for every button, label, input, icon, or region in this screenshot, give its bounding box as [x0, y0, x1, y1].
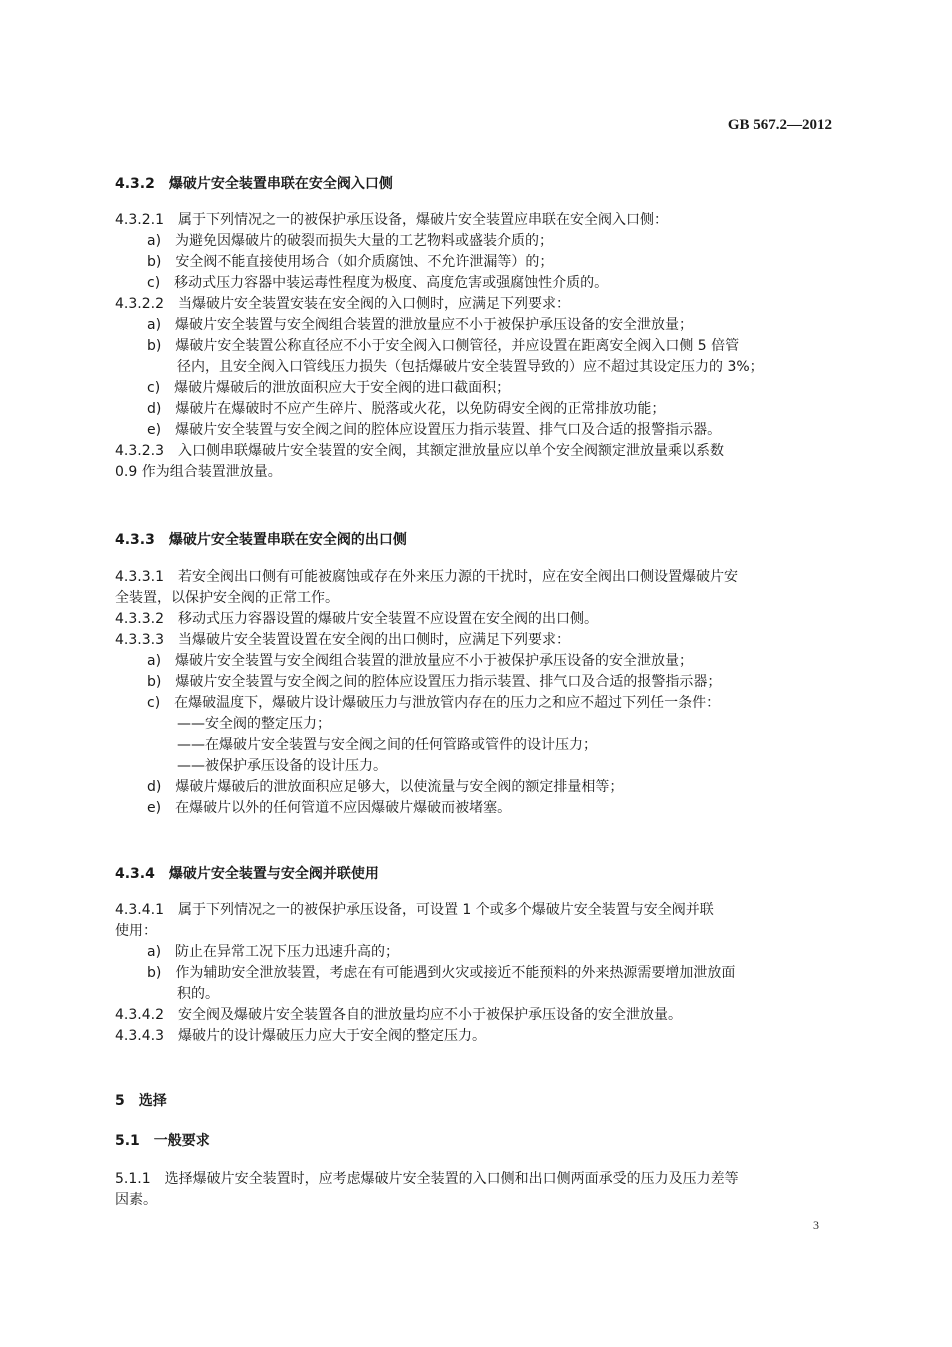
list-item: c) 在爆破温度下，爆破片设计爆破压力与泄放管内存在的压力之和应不超过下列任一条件： [147, 695, 721, 711]
page-number: 3 [813, 1218, 819, 1232]
clause: 4.3.3.3 当爆破片安全装置设置在安全阀的出口侧时，应满足下列要求： [115, 632, 570, 648]
clause: 4.3.2.1 属于下列情况之一的被保护承压设备，爆破片安全装置应串联在安全阀入口侧： [115, 212, 668, 228]
clause-continuation: 因素。 [115, 1192, 157, 1208]
clause: 4.3.4.3 爆破片的设计爆破压力应大于安全阀的整定压力。 [115, 1028, 486, 1044]
dash-item: ——被保护承压设备的设计压力。 [177, 758, 387, 774]
section-heading: 4.3.3 爆破片安全装置串联在安全阀的出口侧 [115, 532, 407, 548]
clause-continuation: 使用： [115, 923, 157, 939]
list-item-continuation: 径内，且安全阀入口管线压力损失（包括爆破片安全装置导致的）应不超过其设定压力的 3%； [177, 359, 764, 375]
list-item-continuation: 积的。 [177, 986, 219, 1002]
section-heading: 4.3.2 爆破片安全装置串联在安全阀入口侧 [115, 176, 393, 192]
clause: 4.3.2.2 当爆破片安全装置安装在安全阀的入口侧时，应满足下列要求： [115, 296, 570, 312]
list-item: b) 作为辅助安全泄放装置，考虑在有可能遇到火灾或接近不能预料的外来热源需要增加泄放面 [147, 965, 736, 981]
clause: 4.3.2.3 入口侧串联爆破片安全装置的安全阀，其额定泄放量应以单个安全阀额定泄放量乘以系数 [115, 443, 724, 459]
list-item: a) 爆破片安全装置与安全阀组合装置的泄放量应不小于被保护承压设备的安全泄放量； [147, 317, 694, 333]
list-item: d) 爆破片在爆破时不应产生碎片、脱落或火花，以免防碍安全阀的正常排放功能； [147, 401, 666, 417]
clause-continuation: 0.9 作为组合装置泄放量。 [115, 464, 282, 480]
clause: 4.3.4.2 安全阀及爆破片安全装置各自的泄放量均应不小于被保护承压设备的安全泄放量。 [115, 1007, 682, 1023]
list-item: b) 安全阀不能直接使用场合（如介质腐蚀、不允许泄漏等）的； [147, 254, 554, 270]
dash-item: ——安全阀的整定压力； [177, 716, 331, 732]
clause: 4.3.4.1 属于下列情况之一的被保护承压设备，可设置 1 个或多个爆破片安全装置与安全阀并联 [115, 902, 714, 918]
section-5-1-body [115, 1169, 835, 1211]
chapter-heading: 5 选择 [115, 1093, 167, 1109]
standard-number: GB 567.2—2012 [727, 117, 832, 133]
section-4-3-2-body [115, 210, 835, 483]
section-heading: 5.1 一般要求 [115, 1133, 210, 1149]
list-item: c) 移动式压力容器中装运毒性程度为极度、高度危害或强腐蚀性介质的。 [147, 275, 609, 291]
section-4-3-4-body [115, 900, 835, 1047]
list-item: a) 防止在异常工况下压力迅速升高的； [147, 944, 400, 960]
list-item: d) 爆破片爆破后的泄放面积应足够大，以使流量与安全阀的额定排量相等； [147, 779, 624, 795]
section-4-3-2 [115, 174, 835, 195]
clause: 4.3.3.1 若安全阀出口侧有可能被腐蚀或存在外来压力源的干扰时，应在安全阀出口侧设置爆破片安 [115, 569, 738, 585]
section-4-3-3 [115, 530, 835, 551]
list-item: b) 爆破片安全装置与安全阀之间的腔体应设置压力指示装置、排气口及合适的报警指示器； [147, 674, 722, 690]
section-4-3-3-body [115, 567, 835, 819]
dash-item: ——在爆破片安全装置与安全阀之间的任何管路或管件的设计压力； [177, 737, 597, 753]
clause: 4.3.3.2 移动式压力容器设置的爆破片安全装置不应设置在安全阀的出口侧。 [115, 611, 598, 627]
list-item: a) 为避免因爆破片的破裂而损失大量的工艺物料或盛装介质的； [147, 233, 554, 249]
list-item: a) 爆破片安全装置与安全阀组合装置的泄放量应不小于被保护承压设备的安全泄放量； [147, 653, 694, 669]
list-item: c) 爆破片爆破后的泄放面积应大于安全阀的进口截面积； [147, 380, 511, 396]
clause-continuation: 全装置，以保护安全阀的正常工作。 [115, 590, 339, 606]
list-item: b) 爆破片安全装置公称直径应不小于安全阀入口侧管径，并应设置在距离安全阀入口侧 5 倍管 [147, 338, 740, 354]
section-4-3-4 [115, 864, 835, 885]
section-5 [115, 1091, 835, 1112]
list-item: e) 在爆破片以外的任何管道不应因爆破片爆破而被堵塞。 [147, 800, 512, 816]
clause: 5.1.1 选择爆破片安全装置时，应考虑爆破片安全装置的入口侧和出口侧两面承受的压力及压力差等 [115, 1171, 739, 1187]
section-5-1 [115, 1131, 835, 1152]
list-item: e) 爆破片安全装置与安全阀之间的腔体应设置压力指示装置、排气口及合适的报警指示器。 [147, 422, 722, 438]
section-heading: 4.3.4 爆破片安全装置与安全阀并联使用 [115, 866, 379, 882]
